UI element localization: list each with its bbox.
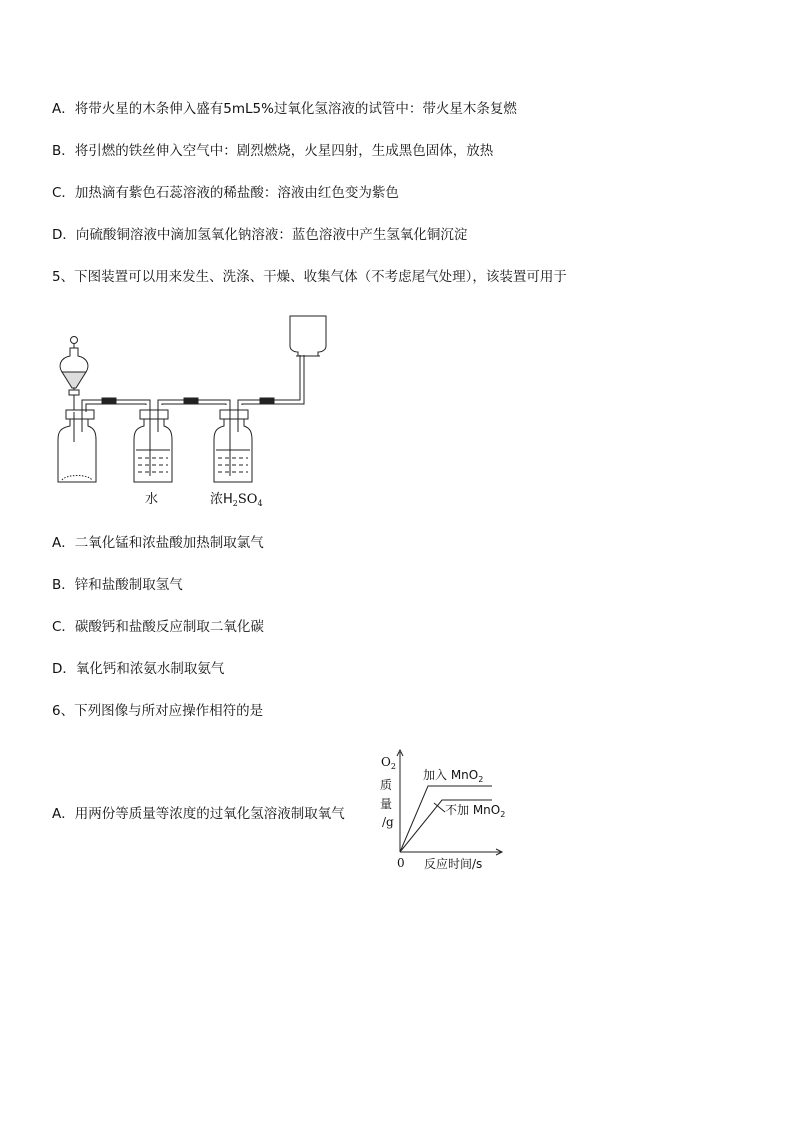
q4-option-b: B．将引燃的铁丝伸入空气中：剧烈燃烧，火星四射，生成黑色固体，放热 xyxy=(52,143,494,159)
q5-option-a: A．二氧化锰和浓盐酸加热制取氯气 xyxy=(52,535,264,551)
q4-option-c: C．加热滴有紫色石蕊溶液的稀盐酸：溶液由红色变为紫色 xyxy=(52,185,399,201)
water-label: 水 xyxy=(145,492,159,507)
q5-option-c: C．碳酸钙和盐酸反应制取二氧化碳 xyxy=(52,619,264,635)
q5-stem: 5、下图装置可以用来发生、洗涤、干燥、收集气体（不考虑尾气处理），该装置可用于 xyxy=(52,269,567,285)
series-with-mno2-line xyxy=(400,786,492,852)
q5-option-b: B．锌和盐酸制取氢气 xyxy=(52,577,183,593)
series-with-mno2-label: 加入 MnO$_2$ xyxy=(423,768,484,784)
origin-label: 0 xyxy=(397,856,405,870)
q4-option-a: A．将带火星的木条伸入盛有5mL5%过氧化氢溶液的试管中：带火星木条复燃 xyxy=(52,101,517,117)
q4-option-d: D．向硫酸铜溶液中滴加氢氧化钠溶液：蓝色溶液中产生氢氧化铜沉淀 xyxy=(52,227,468,243)
y-label-o2: $O_2$ xyxy=(381,755,396,771)
x-axis-label: 反应时间/s xyxy=(424,857,483,871)
q5-option-d: D．氧化钙和浓氨水制取氨气 xyxy=(52,661,225,677)
y-label-unit: /g xyxy=(382,815,394,829)
q6-stem: 6、下列图像与所对应操作相符的是 xyxy=(52,703,264,719)
series-without-mno2-label: 不加 MnO$_2$ xyxy=(445,803,506,819)
acid-label: 浓$H_2SO_4$ xyxy=(210,492,263,508)
y-label-char2: 量 xyxy=(380,797,393,811)
y-label-char1: 质 xyxy=(380,778,393,792)
q6-option-a: A．用两份等质量等浓度的过氧化氢溶液制取氧气 xyxy=(52,806,345,822)
